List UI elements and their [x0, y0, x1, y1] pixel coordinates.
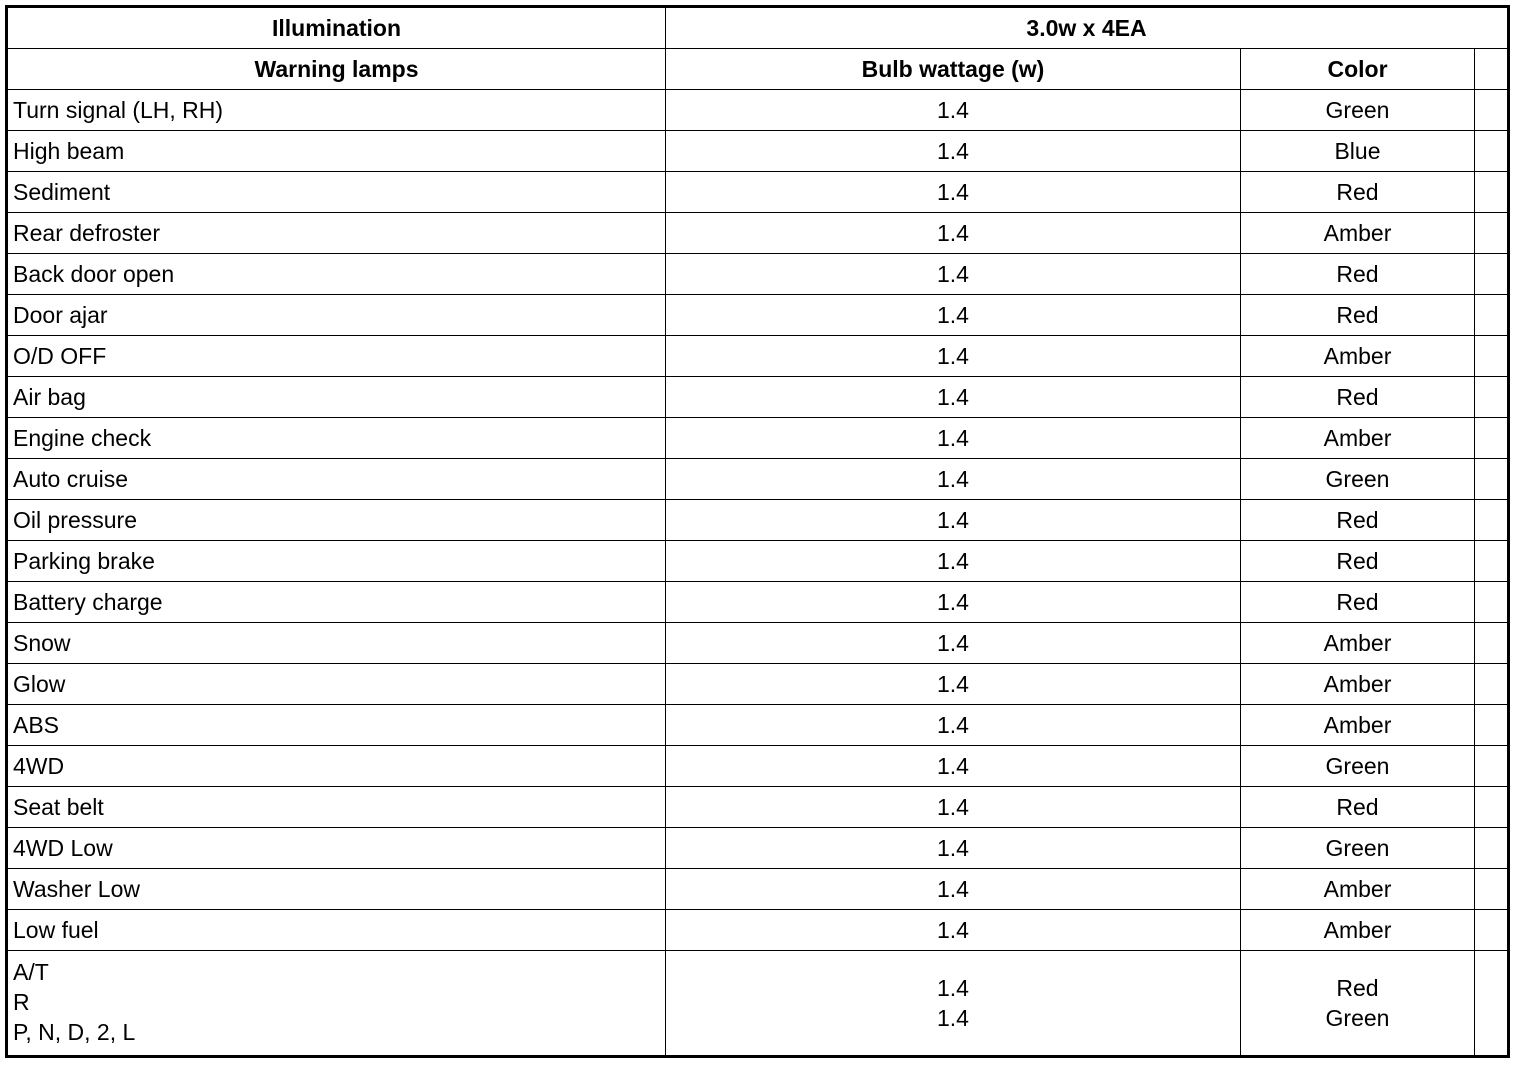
lamp-color: Red — [1241, 582, 1475, 623]
bulb-wattage: 1.4 — [666, 254, 1241, 295]
lamp-color: Red — [1241, 295, 1475, 336]
header-blank-cell — [1475, 49, 1509, 90]
table-body — [7, 7, 1509, 1057]
table-row — [7, 172, 1509, 213]
bulb-wattage: 1.4 — [666, 541, 1241, 582]
blank-cell — [1475, 254, 1509, 295]
lamp-color-at — [1241, 951, 1475, 1057]
table-row — [7, 254, 1509, 295]
lamp-name: Washer Low — [7, 869, 666, 910]
blank-cell — [1475, 336, 1509, 377]
blank-cell — [1475, 705, 1509, 746]
lamp-color: Red — [1241, 500, 1475, 541]
blank-cell — [1475, 623, 1509, 664]
bulb-wattage: 1.4 — [666, 705, 1241, 746]
blank-cell — [1475, 910, 1509, 951]
blank-cell — [1475, 295, 1509, 336]
blank-cell — [1475, 418, 1509, 459]
bulb-wattage: 1.4 — [666, 90, 1241, 131]
bulb-wattage: 1.4 — [666, 131, 1241, 172]
lamp-color: Green — [1241, 90, 1475, 131]
blank-cell — [1475, 377, 1509, 418]
at-name-line: P, N, D, 2, L — [13, 1019, 136, 1045]
bulb-wattage: 1.4 — [666, 623, 1241, 664]
lamp-color: Red — [1241, 377, 1475, 418]
table-row — [7, 295, 1509, 336]
lamp-color: Amber — [1241, 705, 1475, 746]
table-row — [7, 787, 1509, 828]
table-row — [7, 746, 1509, 787]
lamp-name: Back door open — [7, 254, 666, 295]
lamp-name: Turn signal (LH, RH) — [7, 90, 666, 131]
bulb-wattage: 1.4 — [666, 828, 1241, 869]
blank-cell — [1475, 582, 1509, 623]
at-name-line: R — [13, 989, 30, 1015]
table-row — [7, 90, 1509, 131]
lamp-name: Seat belt — [7, 787, 666, 828]
lamp-name: Door ajar — [7, 295, 666, 336]
lamp-name-at — [7, 951, 666, 1057]
table-row — [7, 377, 1509, 418]
table-row — [7, 541, 1509, 582]
lamp-name: Battery charge — [7, 582, 666, 623]
lamp-color: Red — [1241, 787, 1475, 828]
lamp-color: Amber — [1241, 418, 1475, 459]
lamp-color: Green — [1241, 828, 1475, 869]
table-row — [7, 582, 1509, 623]
lamp-name: High beam — [7, 131, 666, 172]
lamp-color: Amber — [1241, 910, 1475, 951]
table-row — [7, 869, 1509, 910]
lamp-name: Parking brake — [7, 541, 666, 582]
blank-cell — [1475, 213, 1509, 254]
table-row — [7, 213, 1509, 254]
table-row — [7, 664, 1509, 705]
blank-cell — [1475, 500, 1509, 541]
blank-cell — [1475, 131, 1509, 172]
header-color: Color — [1241, 49, 1475, 90]
lamp-color: Red — [1241, 541, 1475, 582]
at-wattage-line: 1.4 — [937, 975, 969, 1001]
bulb-wattage: 1.4 — [666, 213, 1241, 254]
blank-cell — [1475, 746, 1509, 787]
lamp-name: O/D OFF — [7, 336, 666, 377]
lamp-color: Green — [1241, 459, 1475, 500]
lamp-name: Low fuel — [7, 910, 666, 951]
bulb-wattage: 1.4 — [666, 787, 1241, 828]
lamp-color: Amber — [1241, 336, 1475, 377]
bulb-wattage: 1.4 — [666, 869, 1241, 910]
warning-lamp-spec-table — [5, 5, 1510, 1058]
lamp-name: Snow — [7, 623, 666, 664]
bulb-wattage: 1.4 — [666, 459, 1241, 500]
bulb-wattage: 1.4 — [666, 910, 1241, 951]
lamp-name: 4WD Low — [7, 828, 666, 869]
lamp-color: Green — [1241, 746, 1475, 787]
blank-cell — [1475, 869, 1509, 910]
lamp-name: ABS — [7, 705, 666, 746]
bulb-wattage: 1.4 — [666, 172, 1241, 213]
lamp-name: Rear defroster — [7, 213, 666, 254]
bulb-wattage: 1.4 — [666, 418, 1241, 459]
bulb-wattage: 1.4 — [666, 500, 1241, 541]
bulb-wattage: 1.4 — [666, 377, 1241, 418]
blank-cell — [1475, 828, 1509, 869]
at-wattage-line: 1.4 — [937, 1005, 969, 1031]
table-row — [7, 459, 1509, 500]
lamp-color: Amber — [1241, 664, 1475, 705]
table-row — [7, 131, 1509, 172]
table-row — [7, 910, 1509, 951]
lamp-name: Air bag — [7, 377, 666, 418]
header-warning-lamps: Warning lamps — [7, 49, 666, 90]
lamp-color: Red — [1241, 172, 1475, 213]
bulb-wattage: 1.4 — [666, 336, 1241, 377]
lamp-name: Auto cruise — [7, 459, 666, 500]
lamp-color: Blue — [1241, 131, 1475, 172]
lamp-color: Amber — [1241, 213, 1475, 254]
at-color-line: Green — [1325, 1005, 1390, 1031]
lamp-color: Amber — [1241, 869, 1475, 910]
blank-cell — [1475, 951, 1509, 1057]
table-row — [7, 336, 1509, 377]
table-row — [7, 418, 1509, 459]
table-row — [7, 623, 1509, 664]
illumination-label: Illumination — [7, 7, 666, 49]
bulb-wattage: 1.4 — [666, 295, 1241, 336]
lamp-name: 4WD — [7, 746, 666, 787]
table-row-at — [7, 951, 1509, 1057]
bulb-wattage: 1.4 — [666, 664, 1241, 705]
lamp-color: Red — [1241, 254, 1475, 295]
bulb-wattage-at — [666, 951, 1241, 1057]
header-bulb-wattage: Bulb wattage (w) — [666, 49, 1241, 90]
lamp-color: Amber — [1241, 623, 1475, 664]
lamp-name: Sediment — [7, 172, 666, 213]
table-row — [7, 828, 1509, 869]
bulb-wattage: 1.4 — [666, 746, 1241, 787]
column-header-row — [7, 49, 1509, 90]
lamp-name: Glow — [7, 664, 666, 705]
bulb-wattage: 1.4 — [666, 582, 1241, 623]
blank-cell — [1475, 90, 1509, 131]
at-color-line: Red — [1336, 975, 1379, 1001]
blank-cell — [1475, 541, 1509, 582]
at-name-line: A/T — [13, 959, 49, 985]
table-row — [7, 705, 1509, 746]
table-row — [7, 500, 1509, 541]
blank-cell — [1475, 664, 1509, 705]
lamp-name: Engine check — [7, 418, 666, 459]
blank-cell — [1475, 459, 1509, 500]
blank-cell — [1475, 172, 1509, 213]
blank-cell — [1475, 787, 1509, 828]
illumination-row — [7, 7, 1509, 49]
illumination-value: 3.0w x 4EA — [666, 7, 1509, 49]
lamp-name: Oil pressure — [7, 500, 666, 541]
